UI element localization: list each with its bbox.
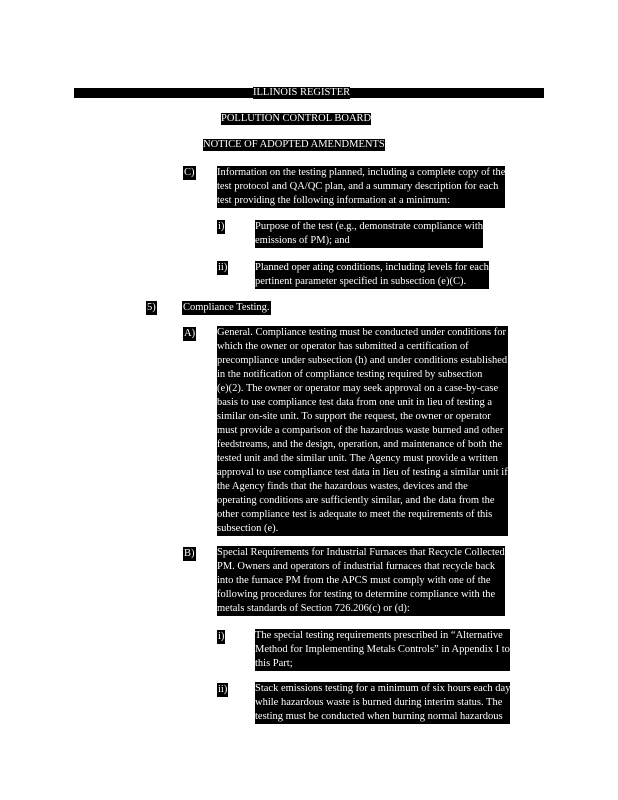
item-c-i-text [255,220,483,248]
text-line: Special Requirements for Industrial Furnaces that Recycle Collected [217,547,505,558]
text-line: PM. Owners and operators of industrial furnaces that recycle back [217,560,505,574]
text-line: metals standards of Section 726.206(c) or (d): [217,602,505,616]
item-c-label: C) [184,167,195,178]
text-line: testing must be conducted when burning normal hazardous [255,710,510,724]
notice-title: NOTICE OF ADOPTED AMENDMENTS [203,139,385,150]
item-b-i-text [255,629,510,671]
text-line: pertinent parameter specified in subsection (e)(C). [255,275,489,289]
item-b-ii-label: ii) [218,684,228,695]
text-line: while hazardous waste is burned during interim status. The [255,696,510,710]
board-title: POLLUTION CONTROL BOARD [221,113,372,124]
text-line: The special testing requirements prescribed in “Alternative [255,629,510,643]
text-line: (e)(2). The owner or operator may seek approval on a case-by-case [217,382,508,396]
text-line: subsection (e). [217,522,508,536]
text-line: in the notification of compliance testing required by subsection [217,368,508,382]
item-b-ii-text [255,682,510,724]
text-line: General. Compliance testing must be conducted under conditions for [217,327,506,338]
text-line: this Part; [255,657,510,671]
item-a-text [217,326,508,536]
text-line: test providing the following information at a minimum: [217,194,505,208]
text-line: feedstreams, and the design, operation, and maintenance of both the [217,438,508,452]
item-b-label: B) [184,548,195,559]
text-line: Information on the testing planned, including a complete copy of the [217,167,506,178]
item-b-i-label: i) [218,631,225,642]
text-line: following procedures for testing to determine compliance with the [217,588,505,602]
item-c-i-label: i) [218,221,225,232]
item-b-text [217,546,505,616]
item-c-ii-text [255,261,489,289]
item-a-label: A) [184,328,196,339]
text-line: Purpose of the test (e.g., demonstrate compliance with [255,221,484,232]
text-line: Stack emissions testing for a minimum of six hours each day [255,683,511,694]
text-line: basis to use compliance test data from one unit in lieu of testing a [217,396,508,410]
text-line: tested unit and the similar unit. The Agency must provide a written [217,452,508,466]
item-d-heading: Compliance Testing. [183,302,270,313]
item-c-text [217,166,505,208]
text-line: similar on-site unit. To support the request, the owner or operator [217,410,508,424]
register-title: ILLINOIS REGISTER [253,87,351,98]
item-d-label: 5) [147,302,156,313]
item-c-ii-label: ii) [218,262,228,273]
text-line: emissions of PM); and [255,234,483,248]
text-line: precompliance under subsection (h) and under conditions established [217,355,508,366]
text-line: Planned oper ating conditions, including levels for each [255,262,489,273]
text-line: other compliance test is adequate to meet the requirements of this [217,508,508,522]
text-line: test protocol and QA/QC plan, and a summary description for each [217,180,505,194]
text-line: Method for Implementing Metals Controls” in Appendix I to [255,644,510,655]
text-line: approval to use compliance test data in lieu of testing a similar unit if [217,467,508,478]
text-line: must provide a comparison of the hazardous waste burned and other [217,424,508,438]
text-line: the Agency finds that the hazardous wastes, devices and the [217,480,508,494]
text-line: which the owner or operator has submitted a certification of [217,340,508,354]
text-line: operating conditions are sufficiently similar, and the data from the [217,494,508,508]
text-line: into the furnace PM from the APCS must comply with one of the [217,574,505,588]
